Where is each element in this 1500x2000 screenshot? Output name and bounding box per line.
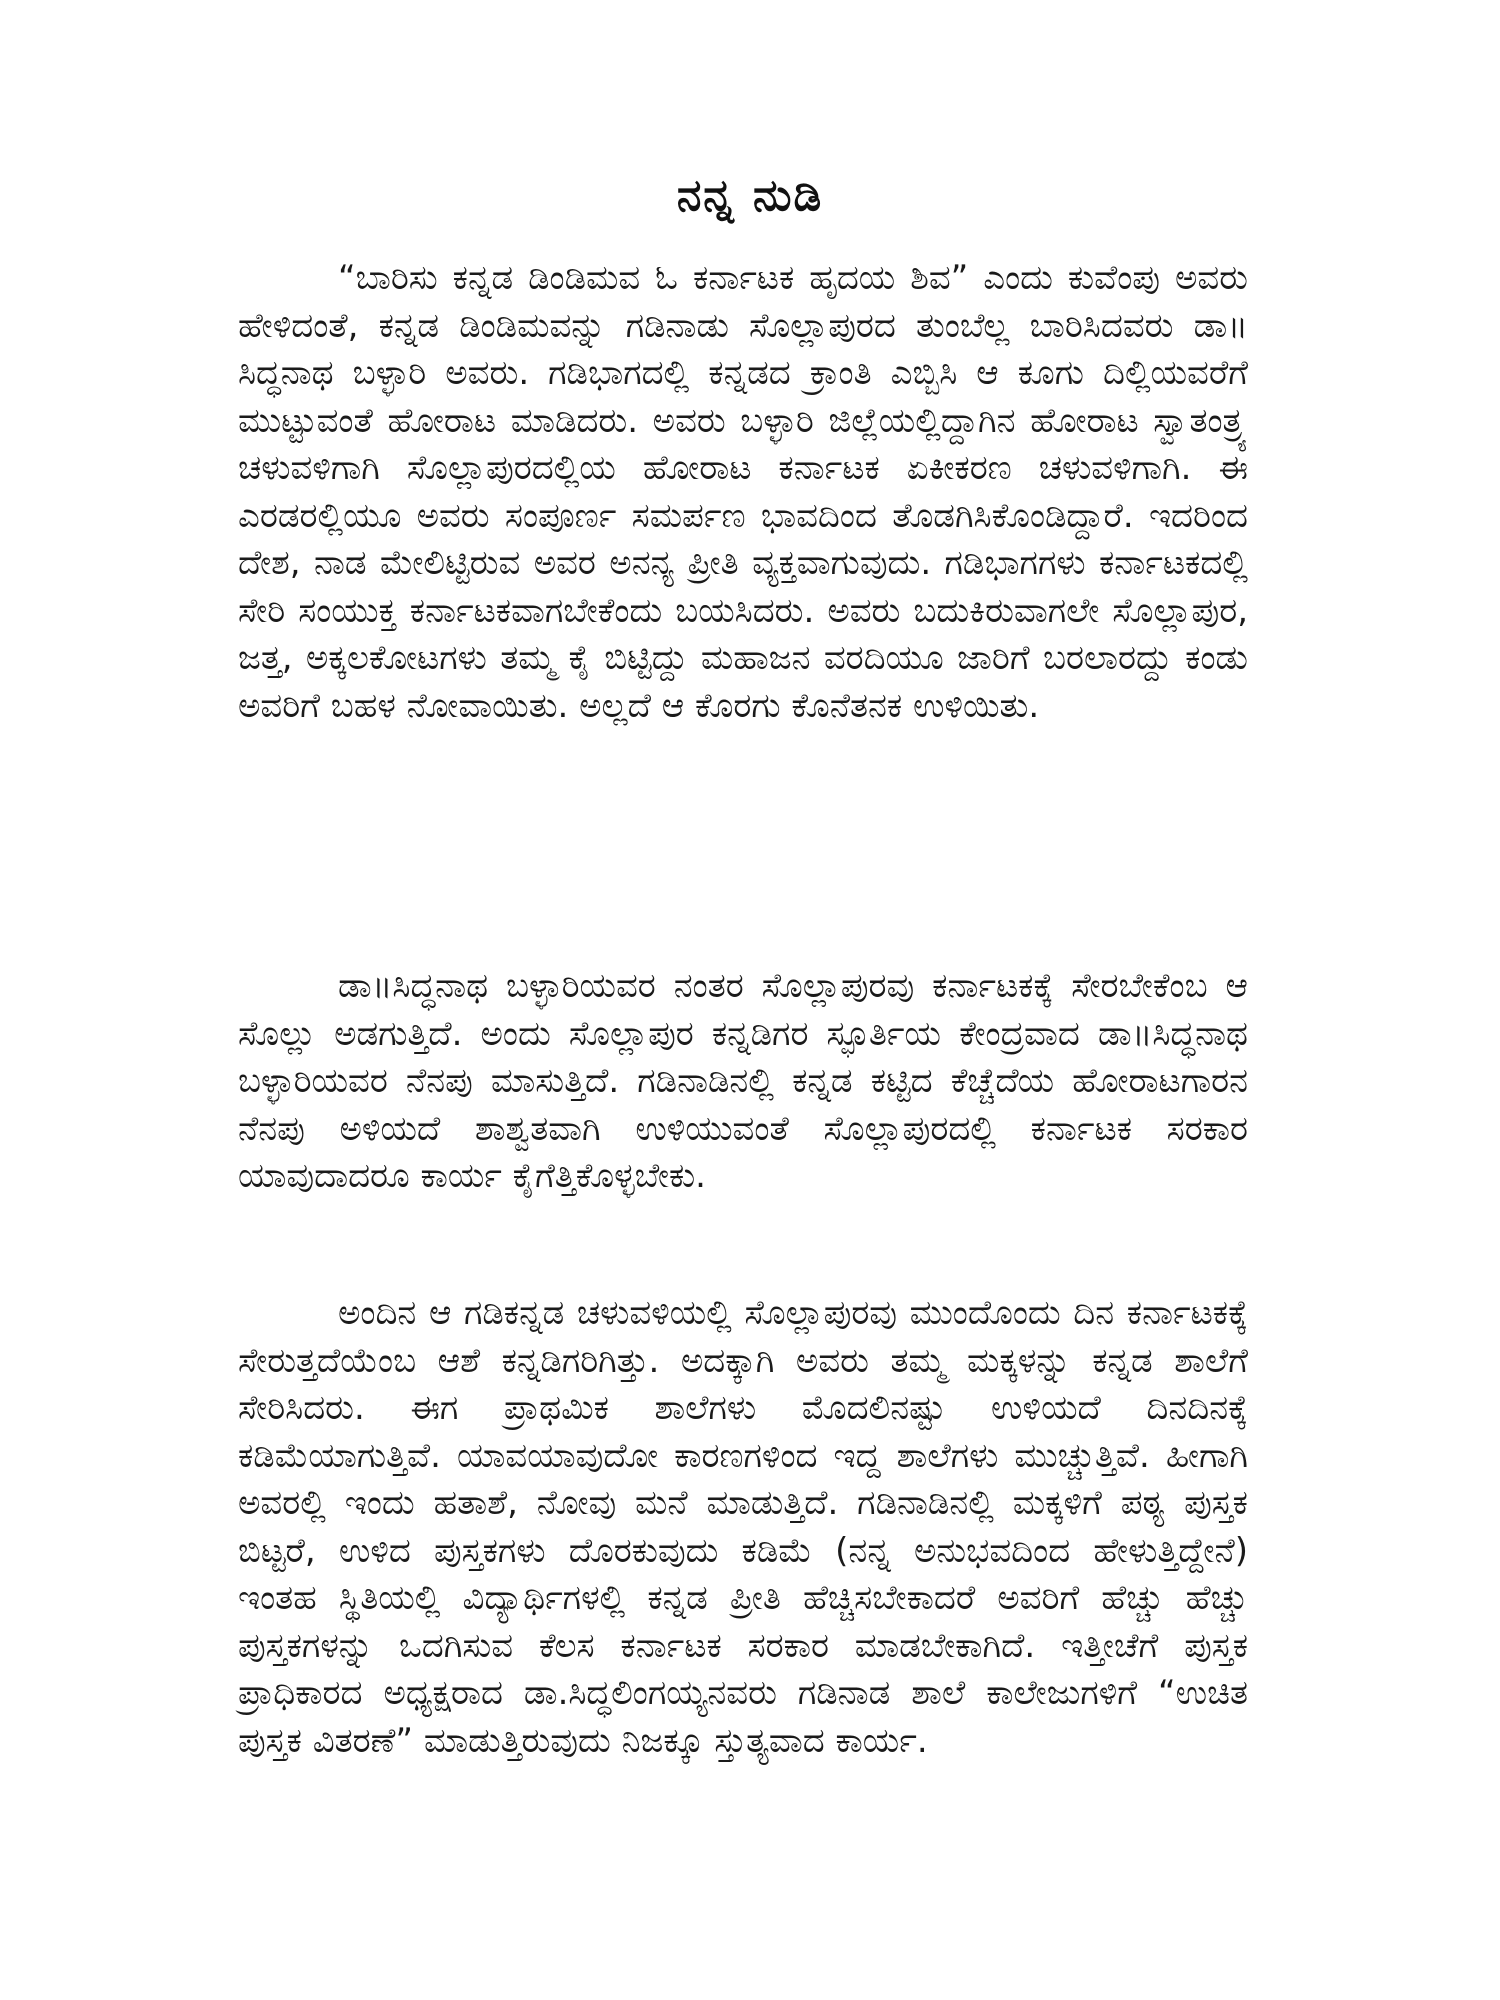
paragraph-3: ಅಂದಿನ ಆ ಗಡಿಕನ್ನಡ ಚಳುವಳಿಯಲ್ಲಿ ಸೊಲ್ಲಾಪುರವು ಮುಂದೊಂದು ದಿನ ಕರ್ನಾಟಕಕ್ಕೆ ಸೇರುತ್ತದೆಯೆಂಬ ಆಶೆ ಕನ್ನಡಿಗರಿಗಿತ್ತು. ಅದಕ್ಕಾಗಿ ಅವರು ತಮ್ಮ ಮಕ್ಕಳನ್ನು ಕನ್ನಡ ಶಾಲೆಗೆ ಸೇರಿಸಿದರು. ಈಗ ಪ್ರಾಥಮಿಕ ಶಾಲೆಗಳು ಮೊದಲಿನಷ್ಟು ಉಳಿಯದೆ ದಿನದಿನಕ್ಕೆ ಕಡಿಮೆಯಾಗುತ್ತಿವೆ. ಯಾವಯಾವುದೋ ಕಾರಣಗಳಿಂದ ಇದ್ದ ಶಾಲೆಗಳು ಮುಚ್ಚುತ್ತಿವೆ. ಹೀಗಾಗಿ ಅವರಲ್ಲಿ ಇಂದು ಹತಾಶೆ, ನೋವು ಮನೆ ಮಾಡುತ್ತಿದೆ. ಗಡಿನಾಡಿನಲ್ಲಿ ಮಕ್ಕಳಿಗೆ ಪಠ್ಯ ಪುಸ್ತಕ ಬಿಟ್ಟರೆ, ಉಳಿದ ಪುಸ್ತಕಗಳು ದೊರಕುವುದು ಕಡಿಮೆ (ನನ್ನ ಅನುಭವದಿಂದ ಹೇಳುತ್ತಿದ್ದೇನೆ) ಇಂತಹ ಸ್ಥಿತಿಯಲ್ಲಿ ವಿದ್ಯಾರ್ಥಿಗಳಲ್ಲಿ ಕನ್ನಡ ಪ್ರೀತಿ ಹೆಚ್ಚಿಸಬೇಕಾದರೆ ಅವರಿಗೆ ಹೆಚ್ಚು ಹೆಚ್ಚು ಪುಸ್ತಕಗಳನ್ನು ಒದಗಿಸುವ ಕೆಲಸ ಕರ್ನಾಟಕ ಸರಕಾರ ಮಾಡಬೇಕಾಗಿದೆ. ಇತ್ತೀಚೆಗೆ ಪುಸ್ತಕ ಪ್ರಾಧಿಕಾರದ ಅಧ್ಯಕ್ಷರಾದ ಡಾ.ಸಿದ್ಧಲಿಂಗಯ್ಯನವರು ಗಡಿನಾಡ ಶಾಲೆ ಕಾಲೇಜುಗಳಿಗೆ “ಉಚಿತ ಪುಸ್ತಕ ವಿತರಣೆ” ಮಾಡುತ್ತಿರುವುದು ನಿಜಕ್ಕೂ ಸ್ತುತ್ಯವಾದ ಕಾರ್ಯ. [238, 1293, 1248, 1761]
page-title: ನನ್ನ ನುಡಿ [676, 170, 824, 221]
paragraph-2: ಡಾ॥ಸಿದ್ಧನಾಥ ಬಳ್ಳಾರಿಯವರ ನಂತರ ಸೊಲ್ಲಾಪುರವು ಕರ್ನಾಟಕಕ್ಕೆ ಸೇರಬೇಕೆಂಬ ಆ ಸೊಲ್ಲು ಅಡಗುತ್ತಿದೆ. ಅಂದು ಸೊಲ್ಲಾಪುರ ಕನ್ನಡಿಗರ ಸ್ಫೂರ್ತಿಯ ಕೇಂದ್ರವಾದ ಡಾ॥ಸಿದ್ಧನಾಥ ಬಳ್ಳಾರಿಯವರ ನೆನಪು ಮಾಸುತ್ತಿದೆ. ಗಡಿನಾಡಿನಲ್ಲಿ ಕನ್ನಡ ಕಟ್ಟಿದ ಕೆಚ್ಚೆದೆಯ ಹೋರಾಟಗಾರನ ನೆನಪು ಅಳಿಯದೆ ಶಾಶ್ವತವಾಗಿ ಉಳಿಯುವಂತೆ ಸೊಲ್ಲಾಪುರದಲ್ಲಿ ಕರ್ನಾಟಕ ಸರಕಾರ ಯಾವುದಾದರೂ ಕಾರ್ಯ ಕೈಗೆತ್ತಿಕೊಳ್ಳಬೇಕು. [238, 966, 1248, 1196]
paragraph-1: “ಬಾರಿಸು ಕನ್ನಡ ಡಿಂಡಿಮವ ಓ ಕರ್ನಾಟಕ ಹೃದಯ ಶಿವ” ಎಂದು ಕುವೆಂಪು ಅವರು ಹೇಳಿದಂತೆ, ಕನ್ನಡ ಡಿಂಡಿಮವನ್ನು ಗಡಿನಾಡು ಸೊಲ್ಲಾಪುರದ ತುಂಬೆಲ್ಲ ಬಾರಿಸಿದವರು ಡಾ॥ಸಿದ್ಧನಾಥ ಬಳ್ಳಾರಿ ಅವರು. ಗಡಿಭಾಗದಲ್ಲಿ ಕನ್ನಡದ ಕ್ರಾಂತಿ ಎಬ್ಬಿಸಿ ಆ ಕೂಗು ದಿಲ್ಲಿಯವರೆಗೆ ಮುಟ್ಟುವಂತೆ ಹೋರಾಟ ಮಾಡಿದರು. ಅವರು ಬಳ್ಳಾರಿ ಜಿಲ್ಲೆಯಲ್ಲಿದ್ದಾಗಿನ ಹೋರಾಟ ಸ್ವಾತಂತ್ರ್ಯ ಚಳುವಳಿಗಾಗಿ ಸೊಲ್ಲಾಪುರದಲ್ಲಿಯ ಹೋರಾಟ ಕರ್ನಾಟಕ ಏಕೀಕರಣ ಚಳುವಳಿಗಾಗಿ. ಈ ಎರಡರಲ್ಲಿಯೂ ಅವರು ಸಂಪೂರ್ಣ ಸಮರ್ಪಣ ಭಾವದಿಂದ ತೊಡಗಿಸಿಕೊಂಡಿದ್ದಾರೆ. ಇದರಿಂದ ದೇಶ, ನಾಡ ಮೇಲಿಟ್ಟಿರುವ ಅವರ ಅನನ್ಯ ಪ್ರೀತಿ ವ್ಯಕ್ತವಾಗುವುದು. ಗಡಿಭಾಗಗಳು ಕರ್ನಾಟಕದಲ್ಲಿ ಸೇರಿ ಸಂಯುಕ್ತ ಕರ್ನಾಟಕವಾಗಬೇಕೆಂದು ಬಯಸಿದರು. ಅವರು ಬದುಕಿರುವಾಗಲೇ ಸೊಲ್ಲಾಪುರ, ಜತ್ತ, ಅಕ್ಕಲಕೋಟಗಳು ತಮ್ಮ ಕೈ ಬಿಟ್ಟಿದ್ದು ಮಹಾಜನ ವರದಿಯೂ ಜಾರಿಗೆ ಬರಲಾರದ್ದು ಕಂಡು ಅವರಿಗೆ ಬಹಳ ನೋವಾಯಿತು. ಅಲ್ಲದೆ ಆ ಕೊರಗು ಕೊನೆತನಕ ಉಳಿಯಿತು. [238, 258, 1248, 726]
